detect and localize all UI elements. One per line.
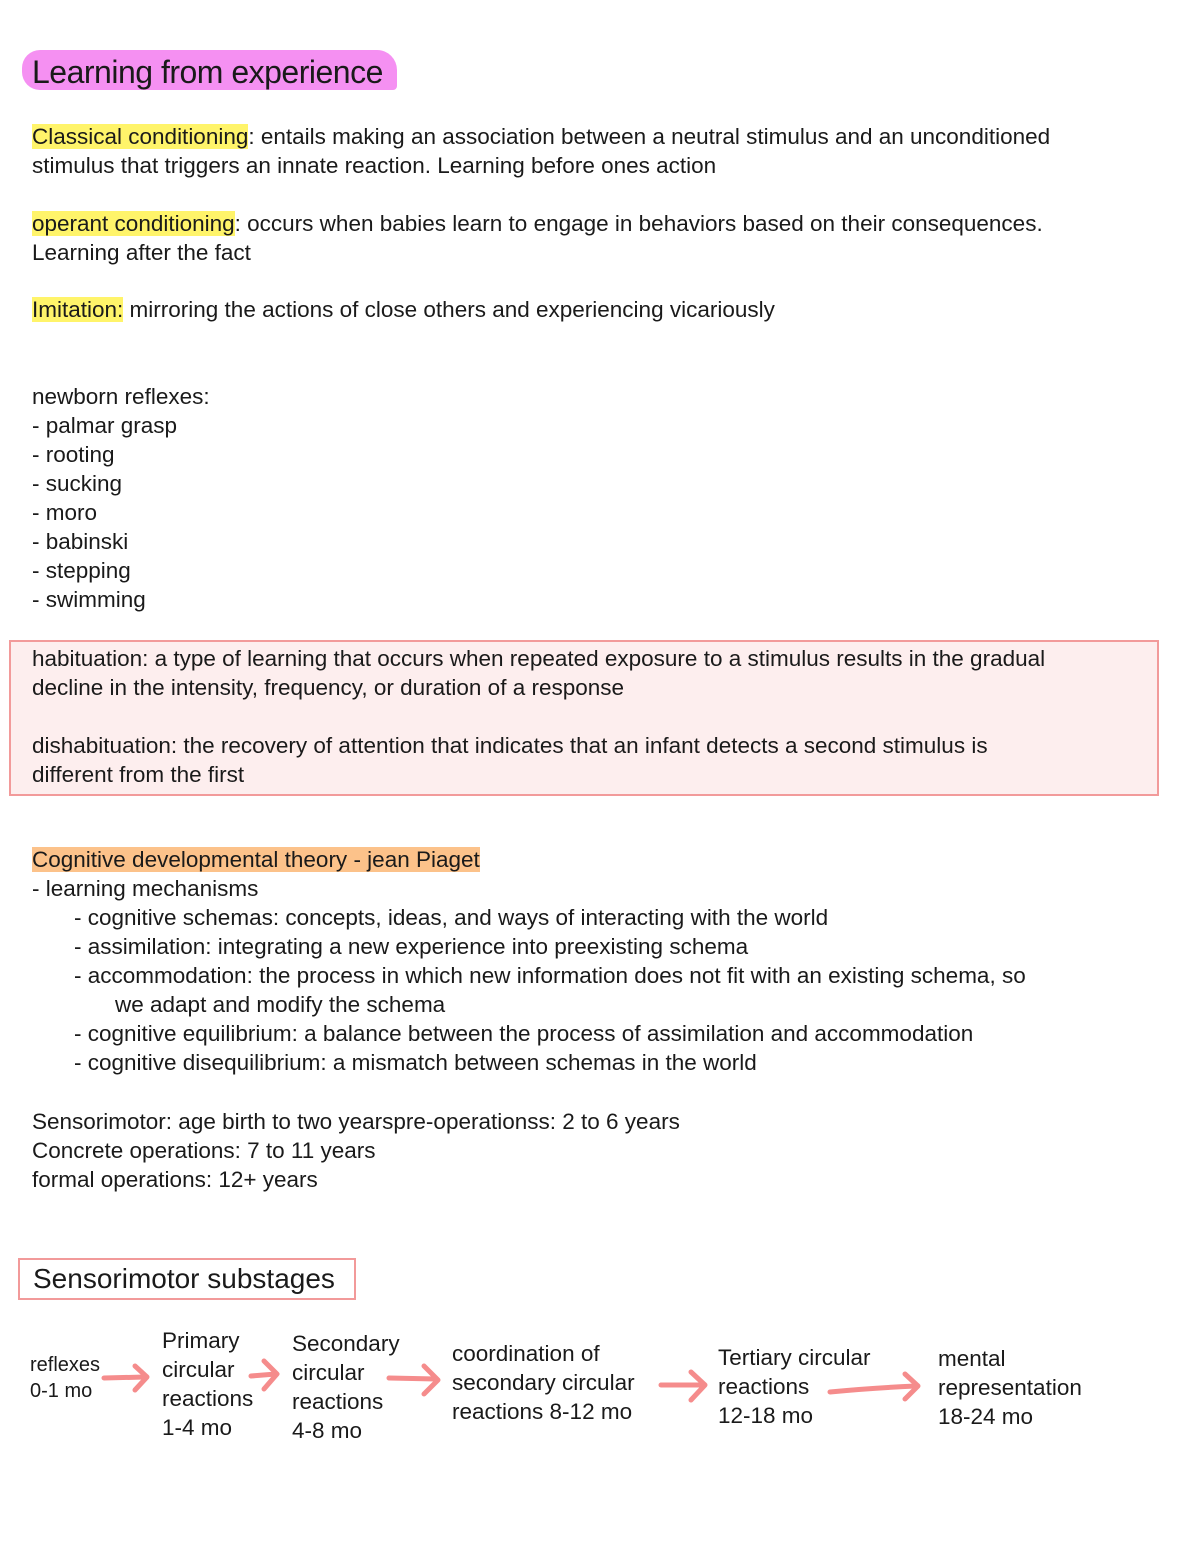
substage-label: Tertiary circular bbox=[718, 1345, 871, 1370]
term-operant-conditioning: operant conditioning bbox=[32, 211, 235, 236]
substage-reflexes bbox=[30, 1352, 100, 1404]
definition-text: mirroring the actions of close others and experiencing vicariously bbox=[123, 297, 775, 322]
term-imitation: Imitation: bbox=[32, 297, 124, 322]
substage-age: 0-1 mo bbox=[30, 1380, 93, 1402]
arrow-icon bbox=[661, 1372, 705, 1400]
substage-label: reflexes bbox=[30, 1354, 101, 1376]
substage-primary-circular bbox=[162, 1326, 253, 1442]
piaget-stages bbox=[32, 1107, 1172, 1194]
substage-label: secondary circular bbox=[452, 1370, 635, 1395]
substage-age: 1-4 mo bbox=[162, 1415, 233, 1440]
definition-text: stimulus that triggers an innate reaction. Learning before ones action bbox=[32, 153, 717, 178]
definition-text: : entails making an association between a neutral stimulus and an unconditioned bbox=[248, 124, 1051, 149]
list-item: - swimming bbox=[32, 587, 146, 612]
dishabituation-line: different from the first bbox=[32, 762, 245, 787]
substage-label: circular bbox=[292, 1360, 365, 1385]
substage-coordination bbox=[452, 1339, 635, 1426]
list-item: - sucking bbox=[32, 471, 123, 496]
substage-label: mental bbox=[938, 1346, 1006, 1371]
list-item: - moro bbox=[32, 500, 98, 525]
substage-label: coordination of bbox=[452, 1341, 600, 1366]
substage-label: circular bbox=[162, 1357, 235, 1382]
arrow-icon bbox=[251, 1361, 277, 1389]
substage-tertiary-circular bbox=[718, 1343, 871, 1430]
list-item: - accommodation: the process in which new information does not fit with an existing schema, so bbox=[74, 963, 1026, 988]
stage-line: Concrete operations: 7 to 11 years bbox=[32, 1138, 376, 1163]
substage-age: 4-8 mo bbox=[292, 1418, 363, 1443]
substage-label: reactions bbox=[162, 1386, 254, 1411]
substage-label: reactions 8-12 mo bbox=[452, 1399, 633, 1424]
list-item-continued: we adapt and modify the schema bbox=[115, 992, 446, 1017]
substage-age: 18-24 mo bbox=[938, 1404, 1034, 1429]
list-item: - palmar grasp bbox=[32, 413, 178, 438]
operant-conditioning-definition bbox=[32, 209, 1172, 267]
sensorimotor-substages-heading: Sensorimotor substages bbox=[18, 1258, 356, 1300]
substage-label: Secondary bbox=[292, 1331, 400, 1356]
habituation-text bbox=[32, 644, 1172, 789]
habituation-line: habituation: a type of learning that occurs when repeated exposure to a stimulus results in the gradual bbox=[32, 646, 1046, 671]
definition-text: : occurs when babies learn to engage in behaviors based on their consequences. bbox=[234, 211, 1043, 236]
substage-secondary-circular bbox=[292, 1329, 400, 1445]
list-item: - rooting bbox=[32, 442, 115, 467]
substage-label: Primary bbox=[162, 1328, 240, 1353]
stage-line: Sensorimotor: age birth to two yearspre-operationss: 2 to 6 years bbox=[32, 1109, 680, 1134]
reflexes-heading: newborn reflexes: bbox=[32, 384, 210, 409]
term-classical-conditioning: Classical conditioning bbox=[32, 124, 249, 149]
substage-label: representation bbox=[938, 1375, 1082, 1400]
arrow-icon bbox=[104, 1366, 147, 1390]
list-item: - cognitive equilibrium: a balance between the process of assimilation and accommodation bbox=[74, 1021, 974, 1046]
list-item: - cognitive schemas: concepts, ideas, and ways of interacting with the world bbox=[74, 905, 829, 930]
list-item: - assimilation: integrating a new experience into preexisting schema bbox=[74, 934, 749, 959]
substage-label: reactions bbox=[718, 1374, 810, 1399]
piaget-heading: Cognitive developmental theory - jean Piaget bbox=[32, 847, 480, 872]
classical-conditioning-definition bbox=[32, 122, 1172, 180]
imitation-definition bbox=[32, 295, 1172, 324]
stage-line: formal operations: 12+ years bbox=[32, 1167, 318, 1192]
list-item: - cognitive disequilibrium: a mismatch between schemas in the world bbox=[74, 1050, 757, 1075]
page-title: Learning from experience bbox=[22, 50, 397, 90]
list-item: - stepping bbox=[32, 558, 131, 583]
substage-mental-representation bbox=[938, 1344, 1082, 1431]
piaget-section bbox=[32, 845, 1172, 1077]
dishabituation-line: dishabituation: the recovery of attention that indicates that an infant detects a second stimulus is bbox=[32, 733, 988, 758]
newborn-reflexes-list bbox=[32, 382, 1172, 614]
substage-age: 12-18 mo bbox=[718, 1403, 814, 1428]
learning-mechanisms-label: - learning mechanisms bbox=[32, 876, 259, 901]
definition-text: Learning after the fact bbox=[32, 240, 251, 265]
substage-label: reactions bbox=[292, 1389, 384, 1414]
list-item: - babinski bbox=[32, 529, 129, 554]
habituation-line: decline in the intensity, frequency, or duration of a response bbox=[32, 675, 625, 700]
